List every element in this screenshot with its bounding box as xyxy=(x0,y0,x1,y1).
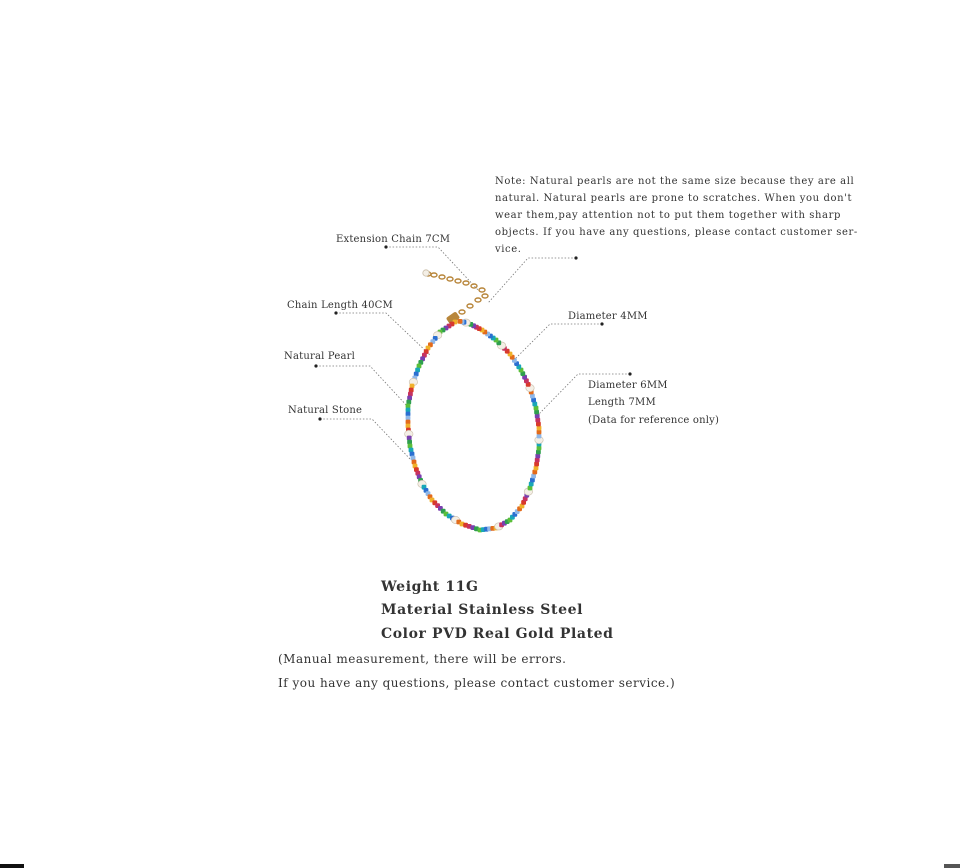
label-diameter-small: Diameter 4MM xyxy=(568,311,648,322)
leader-diameter-small xyxy=(514,324,602,360)
chain-link xyxy=(463,281,469,285)
chain-link xyxy=(439,275,445,279)
dot-chain-length xyxy=(334,311,337,314)
label-length: Length 7MM xyxy=(588,397,656,408)
necklace xyxy=(405,270,544,533)
label-extension-chain: Extension Chain 7CM xyxy=(336,234,451,245)
dot-extension-chain xyxy=(384,245,387,248)
note-line: natural. Natural pearls are prone to scratches. When you don't xyxy=(495,193,853,204)
label-natural-pearl: Natural Pearl xyxy=(284,351,356,362)
spec-material: Material Stainless Steel xyxy=(381,602,584,618)
leader-chain-length xyxy=(336,313,430,355)
note-line: wear them,pay attention not to put them together with sharp xyxy=(495,210,842,221)
chain-link xyxy=(479,288,485,292)
leader-extension-chain xyxy=(386,247,478,290)
leader-natural-pearl xyxy=(316,366,408,407)
leader-dots xyxy=(314,245,631,420)
label-reference: (Data for reference only) xyxy=(588,415,720,426)
chain-end-drop xyxy=(423,270,429,276)
label-chain-length: Chain Length 40CM xyxy=(287,300,393,311)
chain-link xyxy=(482,294,488,298)
chain-link xyxy=(447,277,453,281)
note-line: vice. xyxy=(495,244,522,255)
spec-color: Color PVD Real Gold Plated xyxy=(381,626,614,642)
chain-link xyxy=(455,279,461,283)
corner-mark-right xyxy=(944,864,960,868)
seed-bead xyxy=(458,319,463,324)
chain-link xyxy=(467,304,473,308)
disclaimer-line-1: (Manual measurement, there will be errors. xyxy=(278,652,567,666)
note-line: Note: Natural pearls are not the same size because they are all xyxy=(495,176,855,187)
dot-diameter-small xyxy=(600,322,603,325)
label-diameter-large: Diameter 6MM xyxy=(588,380,668,391)
spec-weight: Weight 11G xyxy=(381,579,479,595)
chain-link xyxy=(471,284,477,288)
leader-natural-stone xyxy=(320,419,411,460)
note-line: objects. If you have any questions, please contact customer ser- xyxy=(495,227,858,238)
dot-natural-pearl xyxy=(314,364,317,367)
chain-link xyxy=(459,310,465,314)
chain-link xyxy=(431,273,437,277)
note-text xyxy=(495,173,858,258)
leader-lines xyxy=(316,247,630,460)
dot-natural-stone xyxy=(318,417,321,420)
corner-mark-left xyxy=(0,864,24,868)
leader-note xyxy=(488,258,576,303)
chain-link xyxy=(475,298,481,302)
dot-diameter-large xyxy=(628,372,631,375)
label-natural-stone: Natural Stone xyxy=(288,405,363,416)
disclaimer-line-2: If you have any questions, please contact customer service.) xyxy=(278,676,676,690)
